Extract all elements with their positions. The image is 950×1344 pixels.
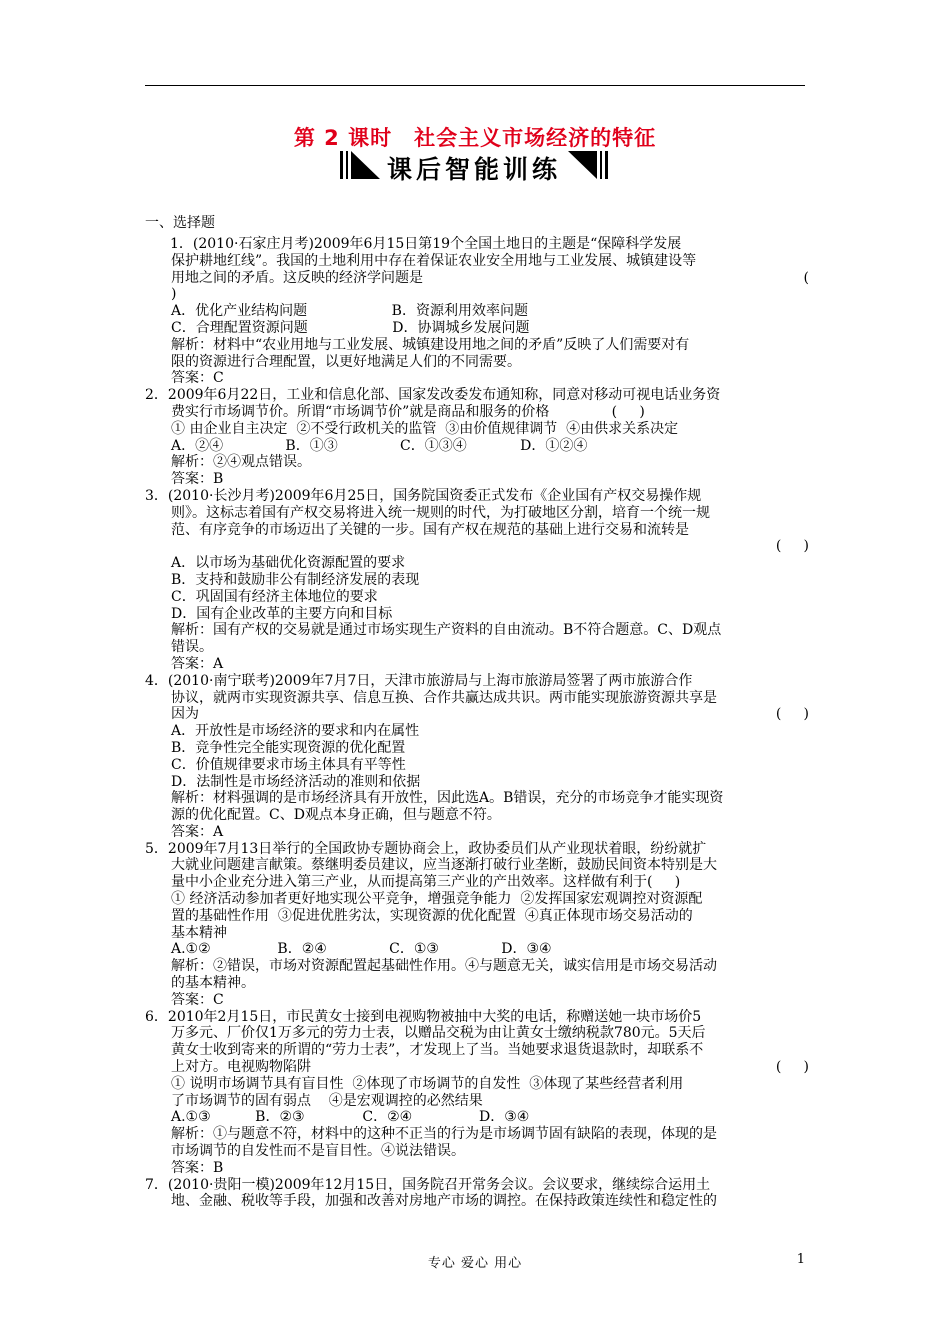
line-text: 解析：②④观点错误。 [171, 454, 311, 471]
header-rule [145, 85, 805, 86]
text-line [145, 1093, 809, 1110]
line-text: 大就业问题建言献策。蔡继明委员建议，应当逐渐打破行业垄断，鼓励民间资本特别是大 [171, 857, 717, 874]
line-text: ① 由企业自主决定 ②不受行政机关的监管 ③由价值规律调节 ④由供求关系决定 [171, 420, 679, 437]
banner-title: 课后智能训练 [386, 155, 561, 184]
text-line [145, 454, 809, 471]
banner [340, 149, 608, 184]
line-text: C．价值规律要求市场主体具有平等性 [171, 756, 406, 773]
line-text: D．国有企业改革的主要方向和目标 [171, 605, 393, 622]
line-text: 量中小企业充分进入第三产业，从而提高第三产业的产出效率。这样做有利于( ) [171, 874, 681, 891]
line-text: 答案：A [171, 823, 224, 840]
text-line [145, 387, 809, 404]
line-text: 黄女士收到寄来的所谓的“劳力士表”，才发现上了当。当她要求退货退款时，却联系不 [171, 1042, 704, 1059]
text-line [145, 757, 809, 774]
line-text: B．竞争性完全能实现资源的优化配置 [171, 739, 406, 756]
line-text: 了市场调节的固有弱点 ④是宏观调控的必然结果 [171, 1092, 483, 1109]
lesson-title: 第 2 课时 社会主义市场经济的特征 [293, 126, 657, 150]
text-line [145, 790, 809, 807]
line-text: 的基本精神。 [171, 975, 255, 992]
line-text: 答案：C [171, 370, 224, 387]
question-list [145, 236, 809, 1210]
text-line [145, 958, 809, 975]
line-text: B．支持和鼓励非公有制经济发展的表现 [171, 571, 420, 588]
text-line [145, 505, 809, 522]
text-line [145, 354, 809, 371]
text-line [145, 404, 809, 421]
line-text: ① 经济活动参加者更好地实现公平竞争，增强竞争能力 ②发挥国家宏观调控对资源配 [171, 891, 703, 908]
answer-bracket: ( ) [775, 1059, 809, 1076]
line-text: 用地之间的矛盾。这反映的经济学问题是 [171, 269, 423, 286]
text-line [145, 1076, 809, 1093]
line-text: 错误。 [171, 639, 213, 656]
text-line [145, 270, 809, 287]
line-text: ) [171, 286, 177, 303]
text-line [145, 1009, 809, 1026]
line-text: 限的资源进行合理配置，以更好地满足人们的不同需要。 [171, 353, 521, 370]
footer-motto: 专心 爱心 用心 [427, 1256, 523, 1271]
line-text: 3．(2010·长沙月考)2009年6月25日，国务院国资委正式发布《企业国有产权交易操作规 [145, 487, 702, 504]
line-text: 5．2009年7月13日举行的全国政协专题协商会上，政协委员们从产业现状着眼，纷纷就扩 [145, 840, 707, 857]
text-line [145, 807, 809, 824]
line-text: 解析：②错误，市场对资源配置起基础性作用。④与题意无关，诚实信用是市场交易活动 [171, 958, 717, 975]
line-text: 答案：C [171, 991, 224, 1008]
text-line [145, 706, 809, 723]
line-text: A.①③ B．②③ C．②④ D．③④ [171, 1109, 530, 1126]
text-line [145, 1193, 809, 1210]
text-line [145, 857, 809, 874]
line-text: ① 说明市场调节具有盲目性 ②体现了市场调节的自发性 ③体现了某些经营者利用 [171, 1075, 684, 1092]
text-line [145, 774, 809, 791]
text-line [145, 992, 809, 1009]
text-line [145, 639, 809, 656]
text-line [145, 841, 809, 858]
text-line [145, 1025, 809, 1042]
text-line [145, 1059, 809, 1076]
text-line [145, 891, 809, 908]
text-line [145, 723, 809, 740]
line-text: A．以市场为基础优化资源配置的要求 [171, 555, 406, 572]
line-text: 7．(2010·贵阳一模)2009年12月15日，国务院召开常务会议。会议要求，继续综合运用土 [145, 1176, 711, 1193]
line-text: A．②④ B．①③ C．①③④ D．①②④ [171, 437, 588, 454]
line-text: 4．(2010·南宁联考)2009年7月7日，天津市旅游局与上海市旅游局签署了两市旅游合作 [145, 672, 693, 689]
line-text: 万多元、厂价仅1万多元的劳力士表，以赠品交税为由让黄女士缴纳税款780元。5天后 [171, 1025, 706, 1042]
text-line [145, 320, 809, 337]
section-heading: 一、选择题 [145, 215, 215, 231]
text-line [145, 1177, 809, 1194]
text-line [145, 253, 809, 270]
line-text: 保护耕地红线”。我国的土地利用中存在着保证农业安全用地与工业发展、城镇建设等 [171, 252, 697, 269]
text-line [145, 421, 809, 438]
text-line [145, 824, 809, 841]
text-line [145, 606, 809, 623]
line-text: 因为 [171, 706, 199, 723]
text-line [145, 874, 809, 891]
text-line [145, 589, 809, 606]
text-line [145, 690, 809, 707]
answer-bracket: ( ) [775, 706, 809, 723]
text-line [145, 622, 809, 639]
line-text: 6．2010年2月15日，市民黄女士接到电视购物被抽中大奖的电话，称赠送她一块市场价5 [145, 1008, 702, 1025]
line-text: 置的基础性作用 ③促进优胜劣汰，实现资源的优化配置 ④真正体现市场交易活动的 [171, 907, 693, 924]
line-text: D．法制性是市场经济活动的准则和依据 [171, 773, 421, 790]
line-text: 答案：B [171, 471, 224, 488]
line-text: A．开放性是市场经济的要求和内在属性 [171, 723, 420, 740]
line-text: 2．2009年6月22日，工业和信息化部、国家发改委发布通知称，同意对移动可视电话业务资 [145, 387, 721, 404]
text-line [145, 286, 809, 303]
line-text: 解析：材料强调的是市场经济具有开放性，因此选A。B错误，充分的市场竞争才能实现资 [171, 790, 724, 807]
text-line [145, 572, 809, 589]
text-line [145, 656, 809, 673]
line-text: 解析：国有产权的交易就是通过市场实现生产资料的自由流动。B不符合题意。C、D观点 [171, 622, 722, 639]
line-text: 范、有序竞争的市场迈出了关键的一步。国有产权在规范的基础上进行交易和流转是 [171, 521, 689, 538]
text-line [145, 370, 809, 387]
line-text: 地、金融、税收等手段，加强和改善对房地产市场的调控。在保持政策连续性和稳定性的 [171, 1193, 717, 1210]
text-line [145, 1109, 809, 1126]
text-line [145, 908, 809, 925]
line-text: 源的优化配置。C、D观点本身正确，但与题意不符。 [171, 807, 501, 824]
text-line [145, 522, 809, 539]
line-text: 上对方。电视购物陷阱 [171, 1059, 311, 1076]
text-line [145, 1160, 809, 1177]
line-text: 则》。这标志着国有产权交易将进入统一规则的时代，为打破地区分割，培育一个统一规 [171, 504, 710, 521]
text-line [145, 1042, 809, 1059]
text-line [145, 488, 809, 505]
text-line [145, 941, 809, 958]
text-line [145, 673, 809, 690]
text-line [145, 236, 809, 253]
line-text: 答案：A [171, 655, 224, 672]
line-text: 解析：材料中“农业用地与工业发展、城镇建设用地之间的矛盾”反映了人们需要对有 [171, 336, 690, 353]
text-line [145, 303, 809, 320]
text-line [145, 925, 809, 942]
text-line [145, 337, 809, 354]
line-text: 1．(2010·石家庄月考)2009年6月15日第19个全国土地日的主题是“保障科学发展 [170, 236, 682, 252]
line-text: A.①② B．②④ C．①③ D．③④ [171, 941, 552, 958]
text-line [145, 555, 809, 572]
line-text: A．优化产业结构问题 B．资源利用效率问题 [171, 303, 528, 320]
line-text: 费实行市场调节价。所谓“市场调节价”就是商品和服务的价格 ( ) [171, 403, 645, 420]
text-line [145, 1143, 809, 1160]
line-text: 答案：B [171, 1159, 224, 1176]
text-line [145, 438, 809, 455]
text-line [145, 1126, 809, 1143]
answer-bracket: ( ) [775, 538, 809, 555]
text-line [145, 471, 809, 488]
text-line [145, 538, 809, 555]
line-text: C．巩固国有经济主体地位的要求 [171, 588, 378, 605]
line-text: 解析：①与题意不符，材料中的这种不正当的行为是市场调节固有缺陷的表现，体现的是 [171, 1126, 717, 1143]
text-line [145, 740, 809, 757]
line-text: C．合理配置资源问题 D．协调城乡发展问题 [171, 319, 530, 336]
line-text: 协议，就两市实现资源共享、信息互换、合作共赢达成共识。两市能实现旅游资源共享是 [171, 689, 717, 706]
line-text: 市场调节的自发性而不是盲目性。④说法错误。 [171, 1143, 465, 1160]
answer-bracket: ( [803, 269, 809, 286]
text-line [145, 975, 809, 992]
page-number: 1 [796, 1252, 805, 1267]
line-text: 基本精神 [171, 924, 227, 941]
